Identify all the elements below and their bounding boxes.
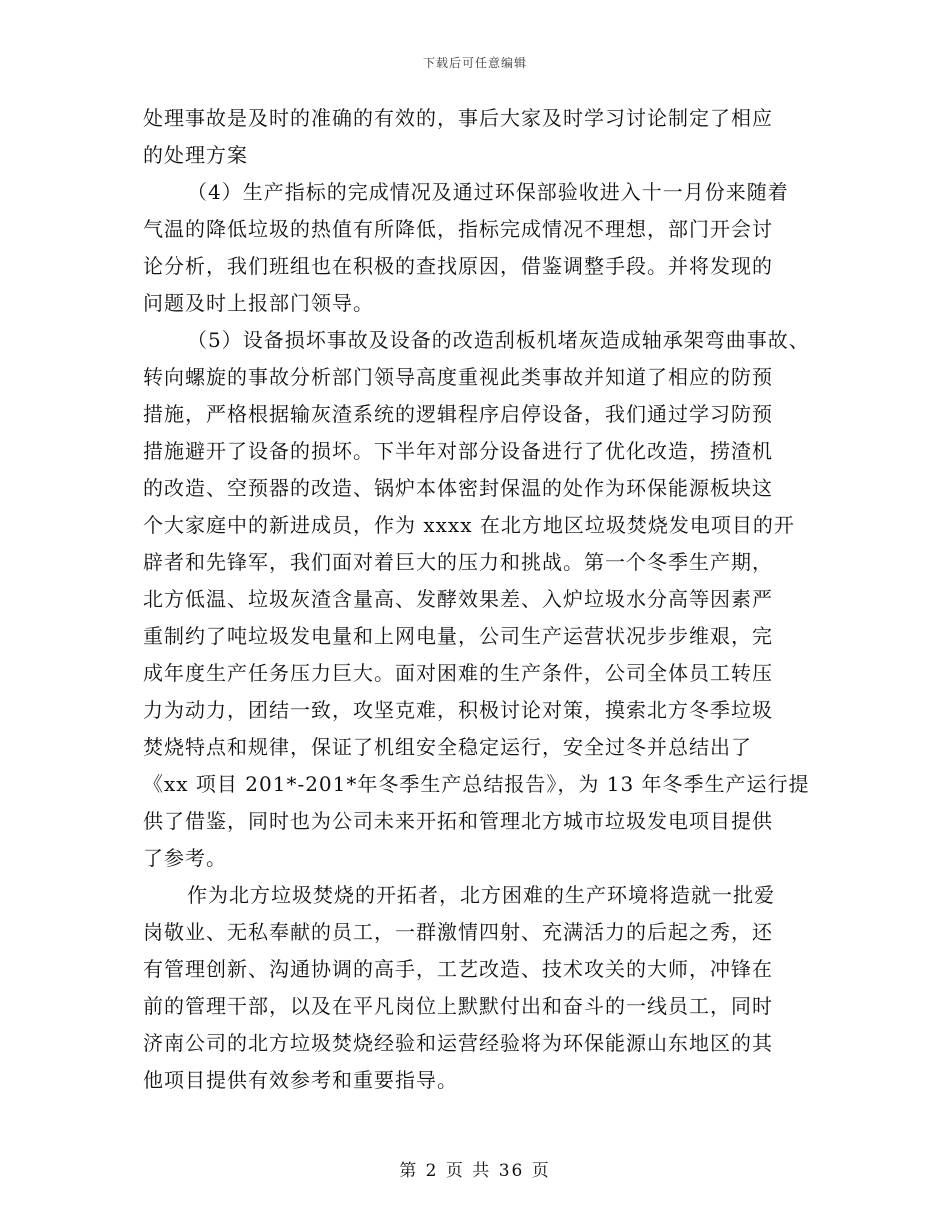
paragraph-line: 北方低温、垃圾灰渣含量高、发酵效果差、入炉垃圾水分高等因素严: [143, 587, 773, 611]
paragraph-line: 他项目提供有效参考和重要指导。: [143, 1068, 458, 1092]
paragraph-line: 成年度生产任务压力巨大。面对困难的生产条件，公司全体员工转压: [143, 661, 773, 685]
paragraph-first-line: 作为北方垃圾焚烧的开拓者，北方困难的生产环境将造就一批爱: [187, 883, 775, 907]
page-number-footer: 第 2 页 共 36 页: [399, 1161, 551, 1181]
paragraph-line: 的处理方案: [143, 143, 248, 167]
paragraph-line: 转向螺旋的事故分析部门领导高度重视此类事故并知道了相应的防预: [143, 365, 773, 389]
paragraph-line: 供了借鉴，同时也为公司未来开拓和管理北方城市垃圾发电项目提供: [143, 809, 773, 833]
paragraph-line: 焚烧特点和规律，保证了机组安全稳定运行，安全过冬并总结出了: [143, 735, 752, 759]
paragraph-line: 辟者和先锋军，我们面对着巨大的压力和挑战。第一个冬季生产期，: [143, 550, 773, 574]
paragraph-line: 力为动力，团结一致，攻坚克难，积极讨论对策，摸索北方冬季垃圾: [143, 698, 773, 722]
paragraph-line: 前的管理干部，以及在平凡岗位上默默付出和奋斗的一线员工，同时: [143, 994, 773, 1018]
paragraph-line: 个大家庭中的新进成员，作为 xxxx 在北方地区垃圾焚烧发电项目的开: [143, 513, 795, 537]
page-header: 下载后可任意编辑: [422, 56, 527, 70]
paragraph-first-line: （4）生产指标的完成情况及通过环保部验收进入十一月份来随着: [187, 180, 789, 204]
paragraph-line: 问题及时上报部门领导。: [143, 291, 374, 315]
paragraph-line: 岗敬业、无私奉献的员工，一群激情四射、充满活力的后起之秀，还: [143, 920, 773, 944]
paragraph-first-line: （5）设备损坏事故及设备的改造刮板机堵灰造成轴承架弯曲事故、: [187, 328, 810, 352]
paragraph-line: 重制约了吨垃圾发电量和上网电量，公司生产运营状况步步维艰，完: [143, 624, 773, 648]
paragraph-line: 气温的降低垃圾的热值有所降低，指标完成情况不理想，部门开会讨: [143, 217, 773, 241]
paragraph-line: 措施避开了设备的损坏。下半年对部分设备进行了优化改造，捞渣机: [143, 439, 773, 463]
paragraph-line: 论分析，我们班组也在积极的查找原因，借鉴调整手段。并将发现的: [143, 254, 773, 278]
paragraph-line: 《xx 项目 201*-201*年冬季生产总结报告》，为 13 年冬季生产运行提: [143, 772, 810, 796]
paragraph-line: 济南公司的北方垃圾焚烧经验和运营经验将为环保能源山东地区的其: [143, 1031, 773, 1055]
paragraph-line: 处理事故是及时的准确的有效的，事后大家及时学习讨论制定了相应: [143, 106, 773, 130]
paragraph-line: 的改造、空预器的改造、锅炉本体密封保温的处作为环保能源板块这: [143, 476, 773, 500]
paragraph-line: 有管理创新、沟通协调的高手，工艺改造、技术攻关的大师，冲锋在: [143, 957, 773, 981]
paragraph-line: 措施，严格根据输灰渣系统的逻辑程序启停设备，我们通过学习防预: [143, 402, 773, 426]
document-body: [143, 100, 823, 1099]
paragraph-line: 了参考。: [143, 846, 227, 870]
